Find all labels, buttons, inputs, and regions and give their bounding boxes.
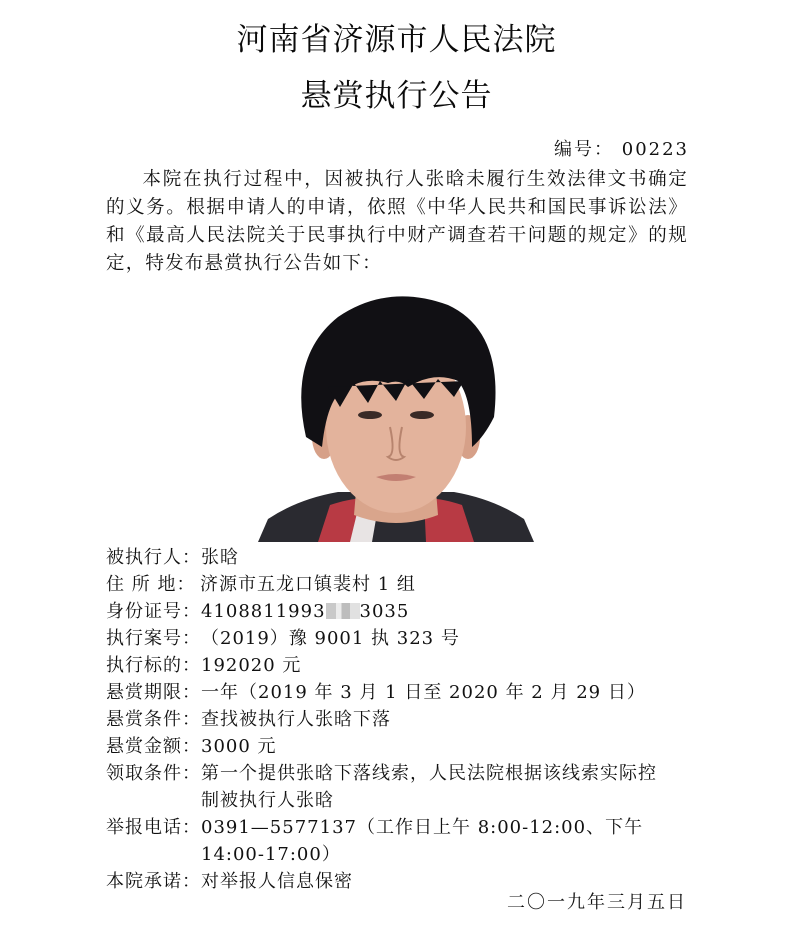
notice-title: 悬赏执行公告 <box>300 78 493 114</box>
intro-text: 本院在执行过程中，因被执行人张晗未履行生效法律文书确定的义务。根据申请人的申请，依照《中华人民共和国民事诉讼法》和《最高人民法院关于民事执行中财产调查若干问题的规定》的规定，特发布悬赏执行公告如下： <box>106 169 688 274</box>
debtor-photo <box>258 287 534 542</box>
report-phone: 0391—5577137（工作日上午 8:00-12:00、下午 14:00-17:00） <box>201 817 644 865</box>
field-label: 住 所 地： <box>106 574 196 595</box>
case-number: （2019）豫 9001 执 323 号 <box>201 628 460 649</box>
field-label: 悬赏金额： <box>106 736 201 757</box>
field-label: 执行标的： <box>106 655 201 676</box>
field-execution-amount <box>106 652 696 679</box>
court-promise: 对举报人信息保密 <box>201 871 353 892</box>
debtor-name: 张晗 <box>201 547 239 568</box>
id-number-suffix: 3035 <box>359 601 410 622</box>
field-reward-condition <box>106 706 696 733</box>
field-case-number <box>106 625 696 652</box>
field-label: 领取条件： <box>106 763 201 784</box>
field-reward-amount <box>106 733 696 760</box>
execution-amount: 192020 元 <box>201 655 302 676</box>
field-label: 举报电话： <box>106 817 201 838</box>
field-id-number <box>106 598 696 625</box>
reward-amount: 3000 元 <box>201 736 277 757</box>
document-number: 编号： 00223 <box>554 139 689 160</box>
reward-condition: 查找被执行人张晗下落 <box>201 709 391 730</box>
reward-period: 一年（2019 年 3 月 1 日至 2020 年 2 月 29 日） <box>201 682 646 703</box>
field-label: 身份证号： <box>106 601 201 622</box>
notice-fields <box>106 544 696 895</box>
id-number <box>201 598 696 625</box>
debtor-address: 济源市五龙口镇裴村 1 组 <box>200 574 416 595</box>
field-address <box>106 571 696 598</box>
issue-date: 二〇一九年三月五日 <box>507 892 687 913</box>
claim-condition-line-1: 第一个提供张晗下落线索，人民法院根据该线索实际控 <box>201 763 657 784</box>
intro-paragraph <box>106 166 688 278</box>
id-number-prefix: 4108811993 <box>201 601 326 622</box>
field-report-phone <box>106 814 696 868</box>
field-label: 本院承诺： <box>106 871 201 892</box>
field-debtor <box>106 544 696 571</box>
field-reward-period <box>106 679 696 706</box>
person-portrait-icon <box>258 287 534 542</box>
court-name-title: 河南省济源市人民法院 <box>236 22 557 58</box>
field-claim-condition <box>106 760 696 814</box>
field-label: 被执行人： <box>106 547 201 568</box>
field-label: 悬赏条件： <box>106 709 201 730</box>
claim-condition <box>201 760 696 814</box>
field-label: 悬赏期限： <box>106 682 201 703</box>
claim-condition-line-2: 制被执行人张晗 <box>201 790 334 811</box>
redacted-blur <box>326 603 360 619</box>
field-label: 执行案号： <box>106 628 201 649</box>
